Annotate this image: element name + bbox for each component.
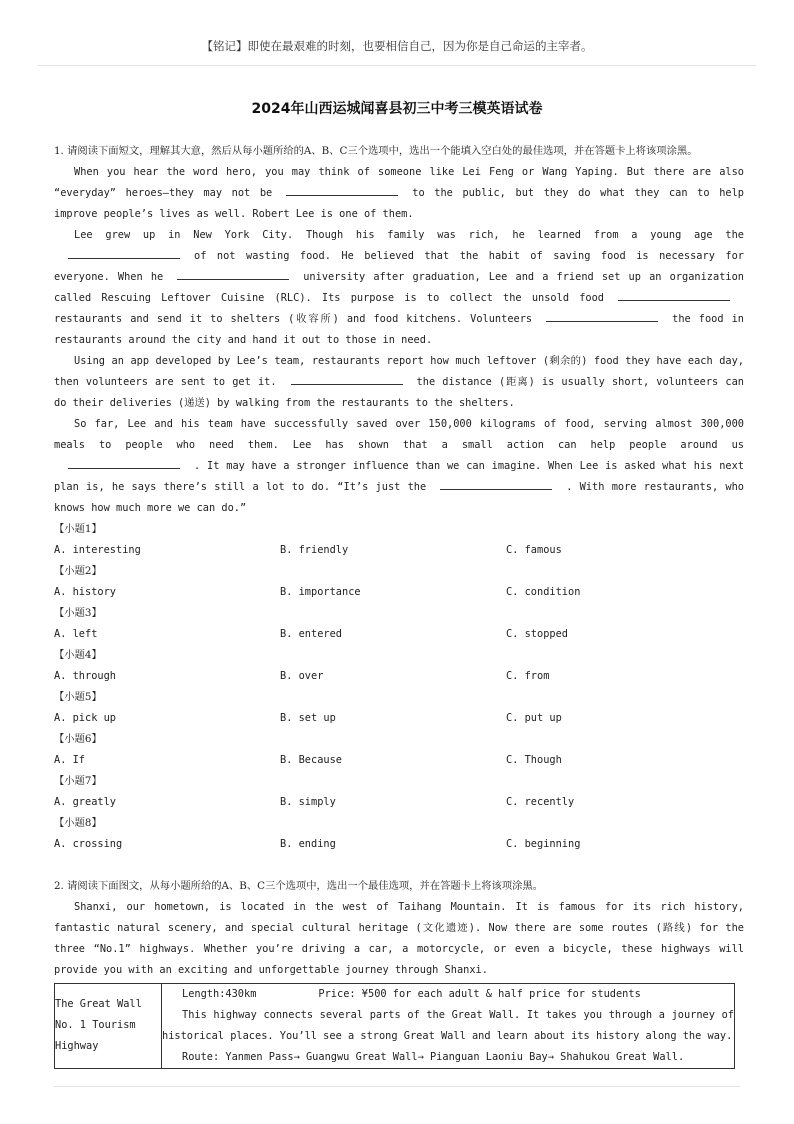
q1-text: university after graduation, Lee and a friend set up an organization called Rescuing Leftover Cuisine (RLC). Its purpose is to collect the unsold food	[54, 271, 744, 304]
q2-instruction: 2. 请阅读下面图文，从每小题所给的A、B、C三个选项中，选出一个最佳选项，并在答题卡上将该项涂黑。	[54, 880, 544, 892]
option-b[interactable]: B. entered	[280, 628, 342, 640]
answer-blank-3[interactable]	[177, 269, 289, 280]
option-a[interactable]: A. through	[54, 670, 116, 682]
item-label: 【小题1】	[54, 523, 102, 535]
q1-text: When you hear the word hero, you may think of someone like Lei Feng or Wang Yaping. But there are also “everyday” heroes—they may not be	[54, 166, 744, 199]
q1-text: Lee grew up in New York City. Though his family was rich, he learned from a young age the	[74, 229, 744, 241]
item-label: 【小题2】	[54, 565, 102, 577]
highway-detail-cell	[162, 984, 735, 1069]
option-c[interactable]: C. famous	[506, 544, 562, 556]
q1-paragraph-4	[54, 414, 744, 519]
highway-length: Length:430km	[182, 988, 257, 1000]
q1-item-8	[54, 813, 744, 855]
option-a[interactable]: A. crossing	[54, 838, 123, 850]
header-motto: 【铭记】即使在最艰难的时刻，也要相信自己，因为你是自己命运的主宰者。	[201, 39, 593, 53]
option-a[interactable]: A. pick up	[54, 712, 116, 724]
length-price-line	[162, 984, 734, 1005]
q1-item-5	[54, 687, 744, 729]
option-a[interactable]: A. interesting	[54, 544, 141, 556]
answer-blank-8[interactable]	[440, 479, 552, 490]
highway-name: The Great Wall No. 1 Tourism Highway	[55, 998, 142, 1052]
item-label: 【小题7】	[54, 775, 102, 787]
answer-blank-1[interactable]	[286, 185, 398, 196]
highway-info-table	[54, 983, 735, 1069]
q1-text: the distance (距离) is usually short, volunteers can do their deliveries (递送) by walking from the restaurants to the shelters.	[54, 376, 744, 409]
q1-paragraph-2	[54, 225, 744, 351]
table-row	[55, 984, 735, 1069]
highway-price: Price: ¥500 for each adult & half price for students	[318, 988, 641, 1000]
q1-item-4	[54, 645, 744, 687]
q1-paragraph-1	[54, 162, 744, 225]
option-a[interactable]: A. left	[54, 628, 98, 640]
option-c[interactable]: C. from	[506, 670, 550, 682]
q1-text: . With more restaurants, who knows how much more we can do.”	[54, 481, 744, 514]
option-c[interactable]: C. put up	[506, 712, 562, 724]
option-c[interactable]: C. stopped	[506, 628, 568, 640]
option-a[interactable]: A. If	[54, 754, 85, 766]
answer-blank-4[interactable]	[618, 290, 730, 301]
page-title: 2024年山西运城闻喜县初三中考三模英语试卷	[251, 101, 543, 117]
q1-text: the food in restaurants around the city and hand it out to those in need.	[54, 313, 744, 346]
answer-blank-6[interactable]	[291, 374, 403, 385]
highway-description: This highway connects several parts of the Great Wall. It takes you through a journey of historical places. You’ll see a strong Great Wall and learn about its history along the way.	[162, 1009, 734, 1042]
answer-blank-2[interactable]	[68, 248, 180, 259]
q1-text: restaurants and send it to shelters (收容所) and food kitchens. Volunteers	[54, 313, 533, 325]
option-b[interactable]: B. friendly	[280, 544, 349, 556]
item-label: 【小题3】	[54, 607, 102, 619]
q1-item-6	[54, 729, 744, 771]
q1-text: . It may have a stronger influence than we can imagine. When Lee is asked what his next plan is, he says there’s still a lot to do. “It’s just the	[54, 460, 744, 493]
option-b[interactable]: B. simply	[280, 796, 336, 808]
option-b[interactable]: B. importance	[280, 586, 361, 598]
q1-text: So far, Lee and his team have successfully saved over 150,000 kilograms of food, serving almost 300,000 meals to people who need them. Lee has shown that a small action can help people around us	[54, 418, 744, 451]
item-label: 【小题4】	[54, 649, 102, 661]
q1-text: of not wasting food. He believed that the habit of saving food is necessary for everyone. When he	[54, 250, 744, 283]
q2-passage: Shanxi, our hometown, is located in the west of Taihang Mountain. It is famous for its rich history, fantastic natural scenery, and special cultural heritage (文化遗迹). Now there are some routes (路线) for the three “No.1” highways. Whether you’re driving a car, a motorcycle, or even a bicycle, these highways will provide you with an exciting and unforgettable journey through Shanxi.	[54, 901, 744, 976]
option-a[interactable]: A. greatly	[54, 796, 116, 808]
option-c[interactable]: C. recently	[506, 796, 575, 808]
option-a[interactable]: A. history	[54, 586, 116, 598]
q1-paragraph-3	[54, 351, 744, 414]
option-c[interactable]: C. Though	[506, 754, 562, 766]
q1-item-2	[54, 561, 744, 603]
exam-content	[54, 141, 744, 1069]
answer-blank-5[interactable]	[546, 311, 658, 322]
item-label: 【小题6】	[54, 733, 102, 745]
q1-item-1	[54, 519, 744, 561]
item-label: 【小题5】	[54, 691, 102, 703]
q1-text: Using an app developed by Lee’s team, restaurants report how much leftover (剩余的) food they have each day, then volunteers are sent to get it.	[54, 355, 744, 388]
option-b[interactable]: B. ending	[280, 838, 336, 850]
highway-name-cell	[55, 984, 162, 1069]
q1-instruction: 1. 请阅读下面短文，理解其大意，然后从每小题所给的A、B、C三个选项中，选出一个能填入空白处的最佳选项，并在答题卡上将该项涂黑。	[54, 145, 698, 157]
option-c[interactable]: C. condition	[506, 586, 581, 598]
item-label: 【小题8】	[54, 817, 102, 829]
answer-blank-7[interactable]	[68, 458, 180, 469]
q1-item-3	[54, 603, 744, 645]
q1-text: to the public, but they do what they can to help improve people’s lives as well. Robert Lee is one of them.	[54, 187, 744, 220]
option-c[interactable]: C. beginning	[506, 838, 581, 850]
highway-route: Route: Yanmen Pass→ Guangwu Great Wall→ Pianguan Laoniu Bay→ Shahukou Great Wall.	[182, 1051, 685, 1063]
q1-item-7	[54, 771, 744, 813]
footer-divider	[54, 1086, 740, 1087]
option-b[interactable]: B. set up	[280, 712, 336, 724]
option-b[interactable]: B. Because	[280, 754, 342, 766]
option-b[interactable]: B. over	[280, 670, 324, 682]
header-divider	[38, 65, 756, 66]
